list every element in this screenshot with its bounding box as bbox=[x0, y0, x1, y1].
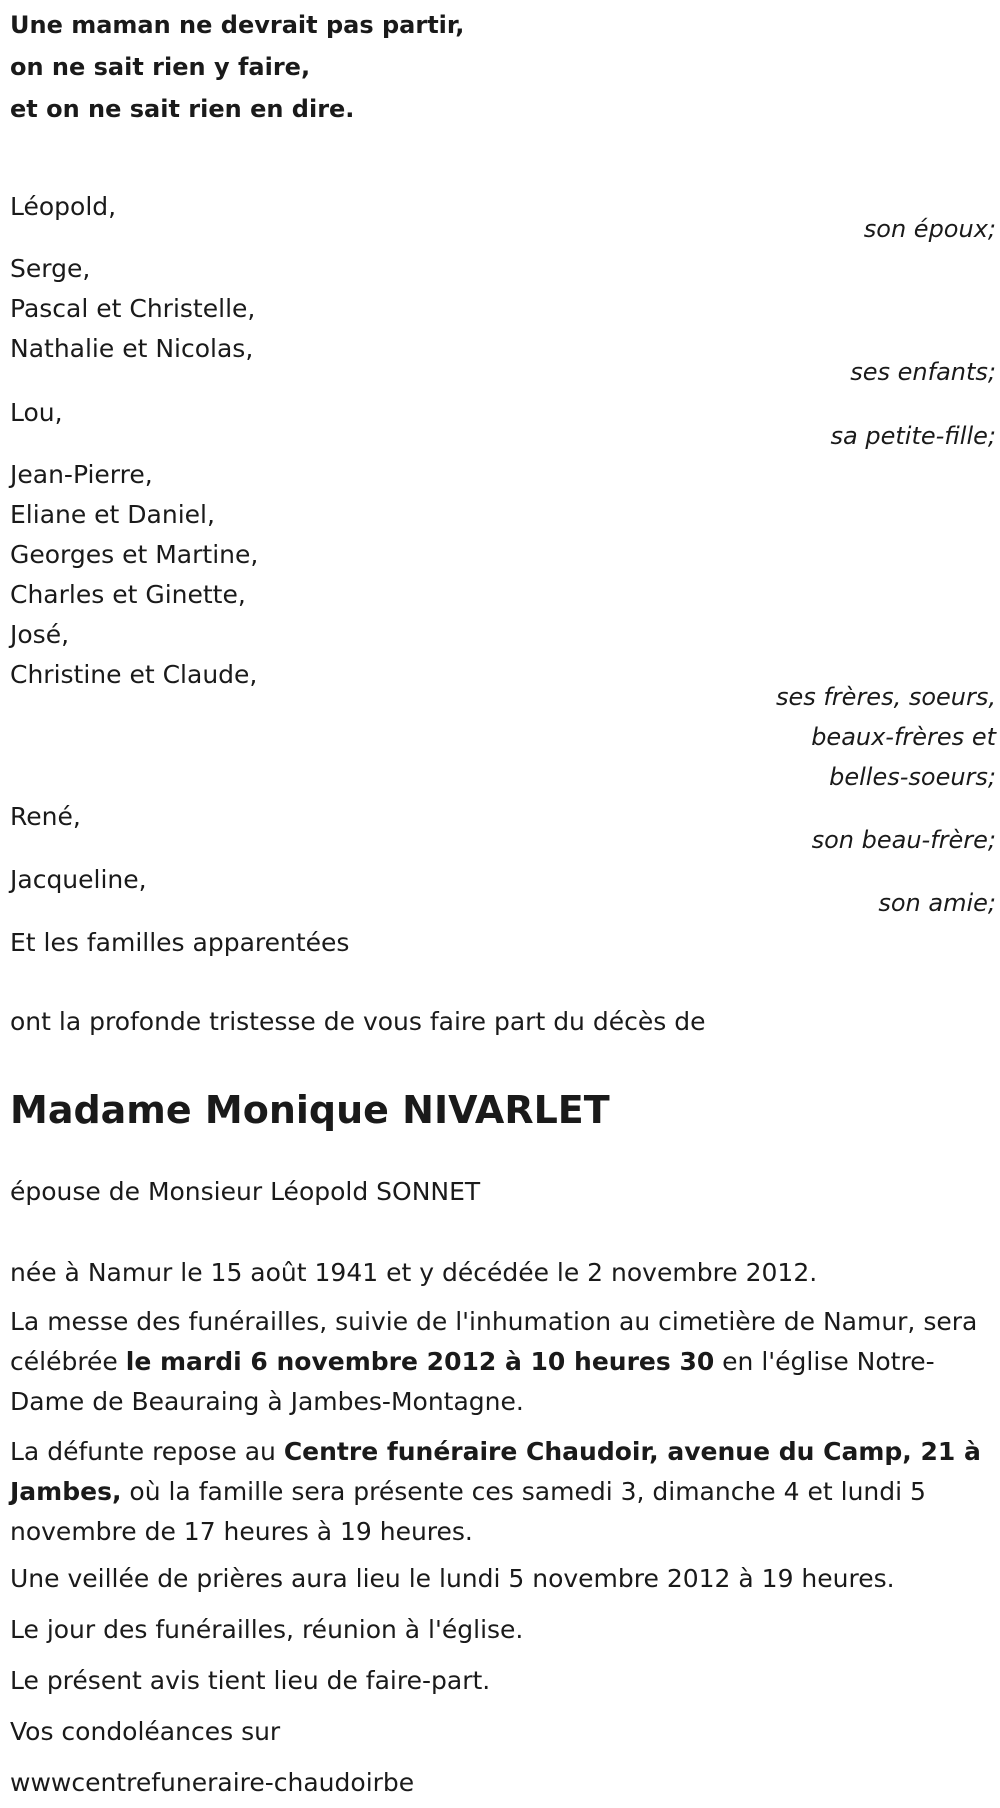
viewing-intro: La défunte repose au bbox=[10, 1437, 284, 1466]
poem-line-3: et on ne sait rien en dire. bbox=[10, 95, 355, 123]
notice-line: Le présent avis tient lieu de faire-part. bbox=[10, 1666, 491, 1695]
announcement-text: ont la profonde tristesse de vous faire part du décès de bbox=[10, 1007, 706, 1036]
vigil-line: Une veillée de prières aura lieu le lundi 5 novembre 2012 à 19 heures. bbox=[10, 1564, 895, 1593]
condolences-label: Vos condoléances sur bbox=[10, 1717, 281, 1746]
related-families: Et les familles apparentées bbox=[10, 928, 350, 957]
website-link[interactable]: wwwcentrefuneraire-chaudoirbe bbox=[10, 1768, 415, 1797]
funeral-church: en l'église Notre-Dame de Beauraing à Jambes-Montagne. bbox=[10, 1347, 935, 1416]
spouse-name: Léopold, bbox=[10, 192, 117, 221]
siblings-relation-3: belles-soeurs; bbox=[829, 763, 996, 791]
spouse-relation: son époux; bbox=[863, 215, 996, 243]
sibling-name-4: Charles et Ginette, bbox=[10, 580, 246, 609]
brother-in-law-relation: son beau-frère; bbox=[811, 826, 996, 854]
siblings-relation-1: ses frères, soeurs, bbox=[775, 683, 996, 711]
viewing-paragraph bbox=[10, 1432, 995, 1552]
birth-death-line: née à Namur le 15 août 1941 et y décédée le 2 novembre 2012. bbox=[10, 1258, 818, 1287]
gathering-line: Le jour des funérailles, réunion à l'église. bbox=[10, 1615, 524, 1644]
child-name-2: Pascal et Christelle, bbox=[10, 294, 256, 323]
funeral-paragraph bbox=[10, 1302, 995, 1422]
deceased-spouse-line: épouse de Monsieur Léopold SONNET bbox=[10, 1177, 481, 1206]
funeral-intro: La messe des funérailles, suivie de l'inhumation au cimetière de Namur, sera célébrée bbox=[10, 1307, 978, 1376]
siblings-relation-2: beaux-frères et bbox=[811, 723, 996, 751]
sibling-name-1: Jean-Pierre, bbox=[10, 460, 153, 489]
funeral-date: le mardi 6 novembre 2012 à 10 heures 30 bbox=[125, 1347, 715, 1376]
brother-in-law-name: René, bbox=[10, 802, 81, 831]
sibling-name-3: Georges et Martine, bbox=[10, 540, 259, 569]
sibling-name-6: Christine et Claude, bbox=[10, 660, 258, 689]
grandchild-relation: sa petite-fille; bbox=[830, 422, 996, 450]
friend-relation: son amie; bbox=[878, 889, 996, 917]
poem-line-1: Une maman ne devrait pas partir, bbox=[10, 11, 465, 39]
grandchild-name: Lou, bbox=[10, 398, 63, 427]
viewing-hours: où la famille sera présente ces samedi 3, dimanche 4 et lundi 5 novembre de 17 heures à 19 heures. bbox=[10, 1477, 926, 1546]
child-name-3: Nathalie et Nicolas, bbox=[10, 334, 254, 363]
deceased-name: Madame Monique NIVARLET bbox=[10, 1088, 610, 1132]
child-name-1: Serge, bbox=[10, 254, 91, 283]
children-relation: ses enfants; bbox=[850, 358, 996, 386]
sibling-name-2: Eliane et Daniel, bbox=[10, 500, 215, 529]
poem-line-2: on ne sait rien y faire, bbox=[10, 53, 311, 81]
viewing-location: Centre funéraire Chaudoir, avenue du Camp, 21 à Jambes, bbox=[10, 1437, 981, 1506]
sibling-name-5: José, bbox=[10, 620, 70, 649]
friend-name: Jacqueline, bbox=[10, 865, 147, 894]
